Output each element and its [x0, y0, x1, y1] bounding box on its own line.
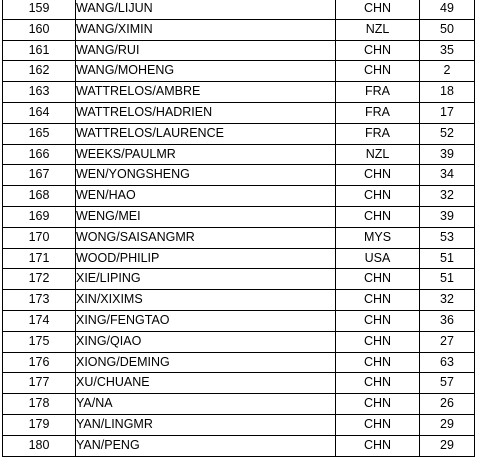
table-row	[3, 206, 475, 227]
row-number-cell: 159	[3, 0, 76, 19]
age-cell: 32	[420, 186, 475, 207]
passenger-name-cell: WOOD/PHILIP	[76, 248, 336, 269]
passenger-name-cell: XIONG/DEMING	[76, 352, 336, 373]
passenger-name-cell: WANG/RUI	[76, 40, 336, 61]
row-number-cell: 179	[3, 414, 76, 435]
age-cell: 53	[420, 227, 475, 248]
passenger-name-cell: YAN/PENG	[76, 435, 336, 456]
age-cell: 2	[420, 61, 475, 82]
row-number-cell: 169	[3, 206, 76, 227]
row-number-cell: 164	[3, 102, 76, 123]
row-number-cell: 175	[3, 331, 76, 352]
table-row	[3, 310, 475, 331]
age-cell: 51	[420, 248, 475, 269]
age-cell: 34	[420, 165, 475, 186]
table-row	[3, 102, 475, 123]
country-code-cell: CHN	[336, 290, 420, 311]
age-cell: 51	[420, 269, 475, 290]
row-number-cell: 172	[3, 269, 76, 290]
country-code-cell: CHN	[336, 61, 420, 82]
passenger-name-cell: WEN/YONGSHENG	[76, 165, 336, 186]
table-row	[3, 144, 475, 165]
table-row	[3, 165, 475, 186]
country-code-cell: CHN	[336, 435, 420, 456]
country-code-cell: USA	[336, 248, 420, 269]
table-row	[3, 61, 475, 82]
passenger-name-cell: XIN/XIXIMS	[76, 290, 336, 311]
age-cell: 26	[420, 394, 475, 415]
table-row	[3, 435, 475, 456]
row-number-cell: 168	[3, 186, 76, 207]
country-code-cell: CHN	[336, 269, 420, 290]
passenger-name-cell: XIE/LIPING	[76, 269, 336, 290]
country-code-cell: FRA	[336, 102, 420, 123]
country-code-cell: CHN	[336, 40, 420, 61]
age-cell: 18	[420, 82, 475, 103]
age-cell: 29	[420, 414, 475, 435]
age-cell: 27	[420, 331, 475, 352]
age-cell: 35	[420, 40, 475, 61]
age-cell: 39	[420, 206, 475, 227]
country-code-cell: MYS	[336, 227, 420, 248]
row-number-cell: 162	[3, 61, 76, 82]
age-cell: 17	[420, 102, 475, 123]
age-cell: 29	[420, 435, 475, 456]
country-code-cell: CHN	[336, 165, 420, 186]
age-cell: 36	[420, 310, 475, 331]
passenger-name-cell: WANG/LIJUN	[76, 0, 336, 19]
country-code-cell: NZL	[336, 144, 420, 165]
passenger-name-cell: WANG/XIMIN	[76, 19, 336, 40]
table-row	[3, 373, 475, 394]
passenger-name-cell: WATTRELOS/AMBRE	[76, 82, 336, 103]
passenger-name-cell: WATTRELOS/HADRIEN	[76, 102, 336, 123]
row-number-cell: 171	[3, 248, 76, 269]
age-cell: 63	[420, 352, 475, 373]
passenger-table-body	[3, 0, 475, 456]
passenger-name-cell: WONG/SAISANGMR	[76, 227, 336, 248]
row-number-cell: 177	[3, 373, 76, 394]
passenger-name-cell: YAN/LINGMR	[76, 414, 336, 435]
country-code-cell: CHN	[336, 0, 420, 19]
passenger-name-cell: XING/QIAO	[76, 331, 336, 352]
country-code-cell: CHN	[336, 414, 420, 435]
row-number-cell: 170	[3, 227, 76, 248]
passenger-name-cell: WENG/MEI	[76, 206, 336, 227]
country-code-cell: CHN	[336, 206, 420, 227]
country-code-cell: CHN	[336, 373, 420, 394]
age-cell: 52	[420, 123, 475, 144]
country-code-cell: FRA	[336, 82, 420, 103]
table-row	[3, 331, 475, 352]
row-number-cell: 167	[3, 165, 76, 186]
passenger-name-cell: WEN/HAO	[76, 186, 336, 207]
row-number-cell: 160	[3, 19, 76, 40]
row-number-cell: 174	[3, 310, 76, 331]
table-row	[3, 290, 475, 311]
country-code-cell: NZL	[336, 19, 420, 40]
passenger-name-cell: XU/CHUANE	[76, 373, 336, 394]
age-cell: 32	[420, 290, 475, 311]
table-row	[3, 269, 475, 290]
table-row	[3, 394, 475, 415]
country-code-cell: CHN	[336, 352, 420, 373]
country-code-cell: CHN	[336, 186, 420, 207]
row-number-cell: 180	[3, 435, 76, 456]
age-cell: 57	[420, 373, 475, 394]
age-cell: 50	[420, 19, 475, 40]
table-row	[3, 227, 475, 248]
country-code-cell: CHN	[336, 331, 420, 352]
table-row	[3, 248, 475, 269]
passenger-name-cell: YA/NA	[76, 394, 336, 415]
table-row	[3, 123, 475, 144]
table-row	[3, 0, 475, 19]
row-number-cell: 165	[3, 123, 76, 144]
row-number-cell: 163	[3, 82, 76, 103]
table-row	[3, 352, 475, 373]
table-row	[3, 186, 475, 207]
age-cell: 39	[420, 144, 475, 165]
country-code-cell: CHN	[336, 394, 420, 415]
table-row	[3, 19, 475, 40]
passenger-name-cell: WANG/MOHENG	[76, 61, 336, 82]
row-number-cell: 161	[3, 40, 76, 61]
passenger-name-cell: WATTRELOS/LAURENCE	[76, 123, 336, 144]
row-number-cell: 176	[3, 352, 76, 373]
country-code-cell: FRA	[336, 123, 420, 144]
table-row	[3, 414, 475, 435]
table-row	[3, 82, 475, 103]
country-code-cell: CHN	[336, 310, 420, 331]
age-cell: 49	[420, 0, 475, 19]
passenger-table	[2, 0, 475, 457]
row-number-cell: 178	[3, 394, 76, 415]
passenger-name-cell: XING/FENGTAO	[76, 310, 336, 331]
table-row	[3, 40, 475, 61]
row-number-cell: 173	[3, 290, 76, 311]
passenger-name-cell: WEEKS/PAULMR	[76, 144, 336, 165]
row-number-cell: 166	[3, 144, 76, 165]
